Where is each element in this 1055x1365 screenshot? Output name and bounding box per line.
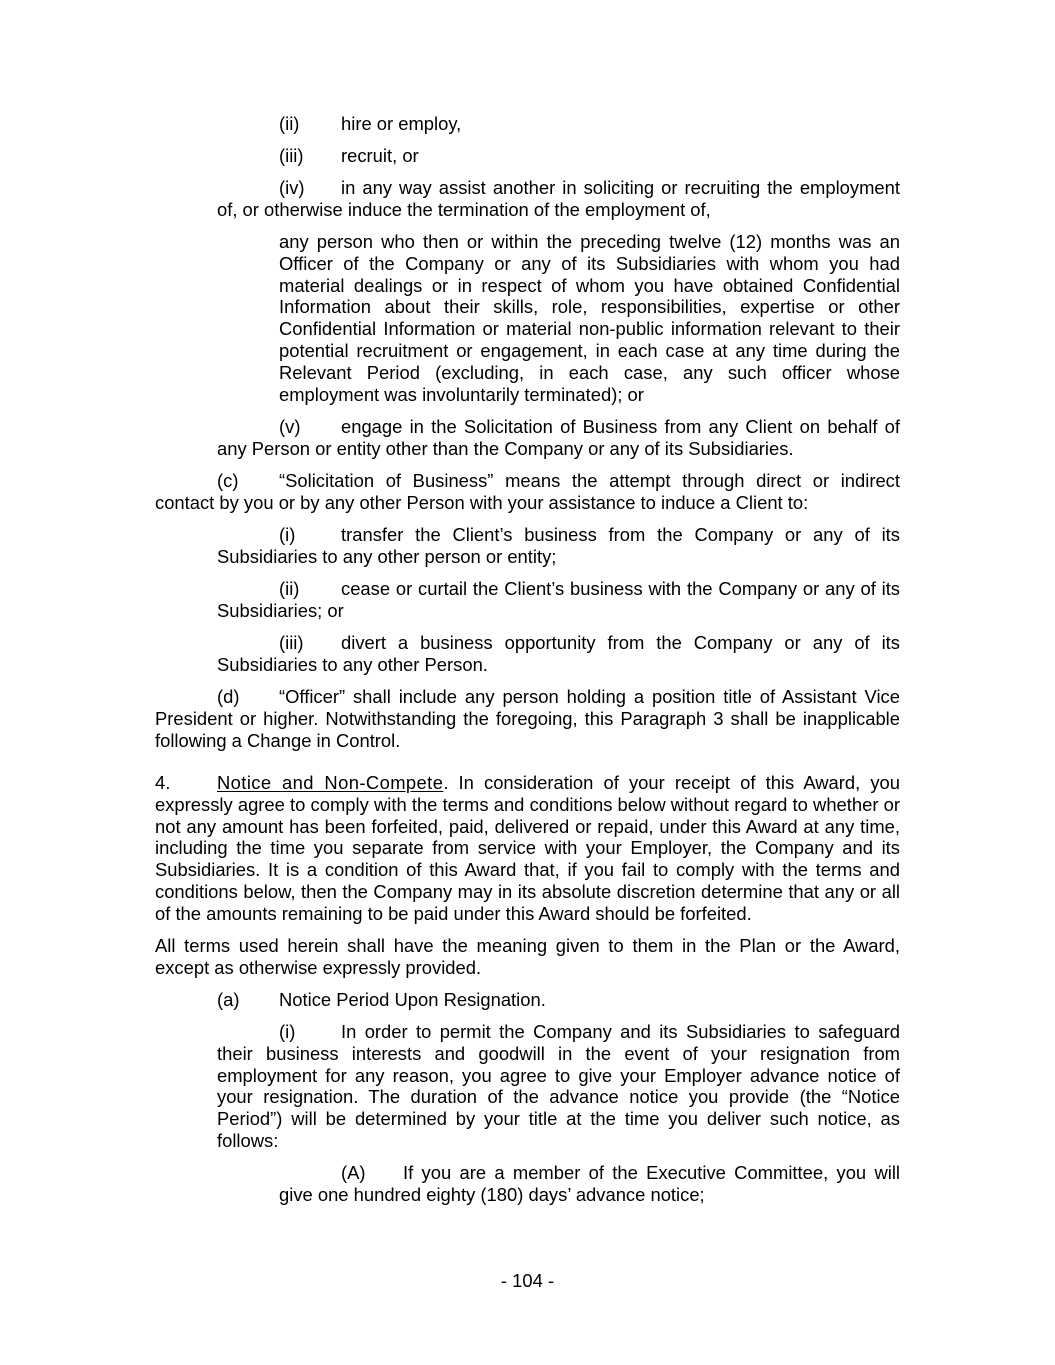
item-number: (ii)	[279, 113, 300, 134]
item-text: in any way assist another in soliciting or recruiting the employment of, or otherwise induce the termination of the employment of,	[217, 177, 900, 220]
list-item	[279, 145, 419, 167]
item-text: Notice Period Upon Resignation.	[279, 989, 546, 1010]
item-number: (iv)	[279, 177, 305, 198]
list-item	[155, 470, 900, 514]
list-item	[279, 1162, 900, 1206]
item-text: “Solicitation of Business” means the attempt through direct or indirect contact by you or by any other Person with your assistance to induce a Client to:	[155, 470, 900, 513]
paragraph-text: any person who then or within the preceding twelve (12) months was an Officer of the Company or any of its Subsidiaries with whom you had material dealings or in respect of whom you have obtained Confidential Information about their skills, role, responsibilities, expertise or other Confidential Information or material non-public information relevant to their potential recruitment or engagement, in each case at any time during the Relevant Period (excluding, in each case, any such officer whose employment was involuntarily terminated); or	[279, 231, 900, 405]
item-text: transfer the Client’s business from the Company or any of its Subsidiaries to any other person or entity;	[217, 524, 900, 567]
item-number: (i)	[279, 524, 296, 545]
section-text: . In consideration of your receipt of this Award, you expressly agree to comply with the terms and conditions below without regard to whether or not any amount has been forfeited, paid, delivered or repaid, under this Award at any time, including the time you separate from service with your Employer, the Company and its Subsidiaries. It is a condition of this Award that, if you fail to comply with the terms and conditions below, then the Company may in its absolute discretion determine that any or all of the amounts remaining to be paid under this Award should be forfeited.	[155, 772, 900, 924]
list-item	[217, 632, 900, 676]
item-number: (a)	[217, 989, 240, 1010]
list-item	[217, 578, 900, 622]
item-text: engage in the Solicitation of Business from any Client on behalf of any Person or entity other than the Company or any of its Subsidiaries.	[217, 416, 900, 459]
item-number: (d)	[217, 686, 240, 707]
item-number: (iii)	[279, 632, 304, 653]
item-number: (A)	[341, 1162, 366, 1183]
item-number: (iii)	[279, 145, 304, 166]
paragraph	[155, 935, 900, 979]
list-item	[217, 177, 900, 221]
paragraph-text: All terms used herein shall have the meaning given to them in the Plan or the Award, except as otherwise expressly provided.	[155, 935, 900, 978]
item-text: cease or curtail the Client’s business with the Company or any of its Subsidiaries; or	[217, 578, 900, 621]
list-item	[279, 113, 461, 135]
item-number: (i)	[279, 1021, 296, 1042]
list-item	[217, 416, 900, 460]
section-paragraph	[155, 772, 900, 925]
item-number: (c)	[217, 470, 239, 491]
section-number: 4.	[155, 772, 171, 793]
list-item	[155, 686, 900, 751]
list-item	[217, 1021, 900, 1152]
item-text: In order to permit the Company and its Subsidiaries to safeguard their business interests and goodwill in the event of your resignation from employment for any reason, you agree to give your Employer advance notice of your resignation. The duration of the advance notice you provide (the “Notice Period”) will be determined by your title at the time you deliver such notice, as follows:	[217, 1021, 900, 1151]
list-item	[217, 989, 546, 1011]
item-number: (v)	[279, 416, 301, 437]
item-text: If you are a member of the Executive Committee, you will give one hundred eighty (180) days’ advance notice;	[279, 1162, 900, 1205]
item-text: “Officer” shall include any person holding a position title of Assistant Vice President or higher. Notwithstanding the foregoing, this Paragraph 3 shall be inapplicable following a Change in Control.	[155, 686, 900, 751]
item-text: divert a business opportunity from the Company or any of its Subsidiaries to any other Person.	[217, 632, 900, 675]
item-text: hire or employ,	[341, 113, 462, 134]
item-number: (ii)	[279, 578, 300, 599]
page-number: - 104 -	[500, 1270, 555, 1291]
list-item	[217, 524, 900, 568]
item-text: recruit, or	[341, 145, 419, 166]
indented-paragraph	[279, 231, 900, 405]
section-heading: Notice and Non-Compete	[217, 772, 444, 793]
